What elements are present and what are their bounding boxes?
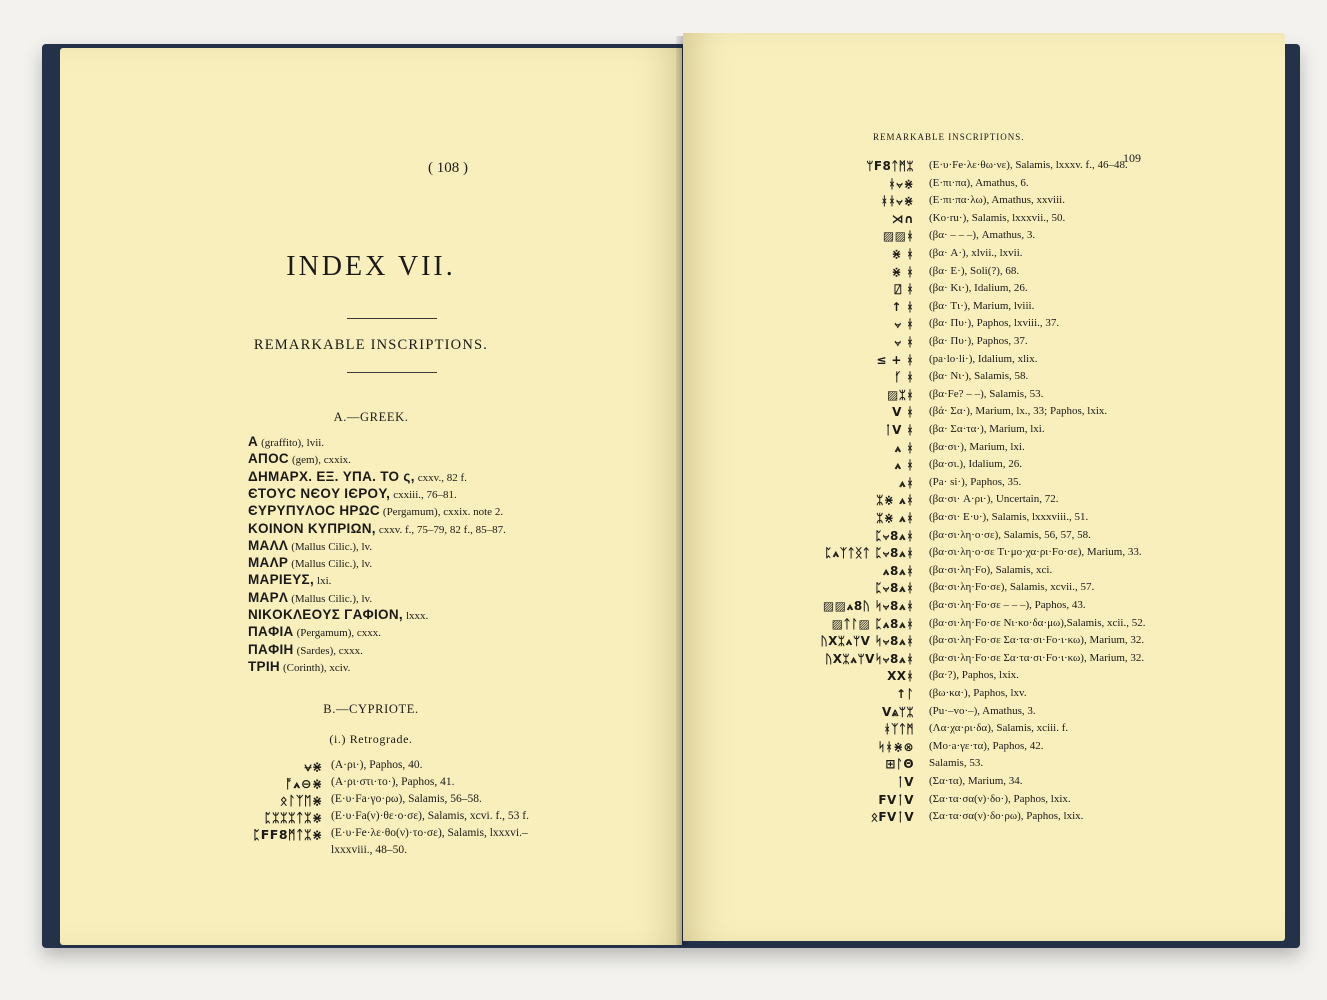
greek-note: (graffito), lvii. (261, 437, 325, 449)
cypriote-glyph: ⩓ ᚼ (894, 458, 914, 473)
greek-entry (248, 469, 467, 485)
greek-note: (Mallus Cilic.), lv. (291, 558, 373, 571)
greek-note: cxxiii., 76–81. (393, 488, 457, 501)
cypriote-glyph: ⩓ᚼ (898, 475, 914, 490)
cypriote-text: (βα· – – –), Amathus, 3. (929, 229, 1036, 242)
greek-entry (248, 451, 351, 467)
cypriote-text: (βα·σι·λη·Fo·σε Σα·τα·σι·Fo·ι·κω), Marium, 32. (929, 651, 1145, 664)
greek-entry (248, 521, 506, 537)
greek-word: ΠAΦIH (248, 641, 294, 657)
cypriote-glyph: ᛘF8ᛏᛗᛯ (866, 159, 914, 173)
cypriote-glyph: V ᚼ (892, 405, 914, 420)
cypriote-glyph: ▨▨ᚼ (882, 229, 914, 244)
cypriote-glyph: ⍁ ᚼ (894, 282, 914, 297)
cypriote-text: (βά· Σα·), Marium, lx., 33; Paphos, lxix. (929, 405, 1108, 418)
greek-note: (Mallus Cilic.), lv. (291, 592, 373, 605)
cypriote-text: (Σα·τα·σα(ν)·δο·ρω), Paphos, lxix. (929, 810, 1084, 823)
cypriote-glyph: ↑ ᚼ (891, 299, 914, 314)
cypriote-text: (Pa· si·), Paphos, 35. (929, 475, 1022, 488)
right-page (683, 33, 1285, 941)
greek-word: ΠAΦIA (248, 624, 294, 640)
greek-word: MAPIEYΣ, (248, 572, 315, 588)
cypriote-text: (βα· Nι·), Salamis, 58. (929, 370, 1029, 383)
cypriote-text: lxxxviii., 48–50. (331, 844, 408, 856)
cypriote-glyph: ᚼᚼ⩝⋇ (880, 194, 914, 209)
greek-word: ЄYPYΠYΛOC HPΩC (248, 503, 380, 519)
cypriote-glyph: ⩝ ᚼ (894, 335, 914, 349)
cypriote-text: (βα· A·), xlvii., lxvii. (929, 247, 1023, 259)
greek-entry (248, 642, 363, 658)
cypriote-glyph: ⩓8⩓ᚼ (882, 563, 914, 578)
page-number-left: ( 108 ) (428, 160, 468, 176)
greek-entry (248, 555, 372, 571)
cypriote-glyph: ▨ᛏᛚ▨ ᛈ⩓8⩓ᚼ (831, 616, 914, 631)
cypriote-glyph: ᚢXᛯ⩓ᛘV ᛋ⩝8⩓ᚼ (820, 634, 914, 649)
cypriote-text: (βα· Σα·τα·), Marium, lxi. (929, 423, 1045, 435)
cypriote-text: (βα·σι·λη·ο·σε Tι·μο·χα·ρι·Fo·σε), Marium, 33. (929, 546, 1142, 559)
cypriote-text: (βα·σι·λη·Fo·σε – – –), Paphos, 43. (929, 599, 1086, 611)
subsection-b-heading: (i.) Retrograde. (329, 732, 413, 746)
cypriote-glyph: ᛈᛯᛯᛯᛏᛯ⋇ (264, 810, 323, 825)
cypriote-glyph: ⊞ᛚΘ (885, 757, 914, 772)
cypriote-text: (pa·lo·li·), Idalium, xlix. (929, 352, 1038, 365)
cypriote-glyph: V⩓ᛘᛯ (881, 704, 914, 719)
cypriote-glyph: ᛯ⋇ ⩓ᚼ (876, 511, 914, 525)
greek-entry (248, 624, 381, 640)
cypriote-text: (E·υ·Fe·λε·θο(ν)·το·σε), Salamis, lxxxvi.– (331, 827, 528, 839)
cypriote-text: (E·πι·πα), Amathus, 6. (929, 176, 1029, 189)
cypriote-text: (βα·σι·λη·ο·σε), Salamis, 56, 57, 58. (929, 528, 1091, 541)
cypriote-text: (βα·σι·), Marium, lxi. (929, 440, 1025, 453)
greek-entry (248, 607, 428, 623)
section-a-heading: A.—GREEK. (333, 410, 409, 424)
cypriote-text: (Σα·τα), Marium, 34. (929, 775, 1023, 787)
greek-entry (248, 590, 372, 606)
greek-word: AΠOC (248, 451, 289, 467)
cypriote-text: (βα· Πυ·), Paphos, 37. (929, 335, 1028, 347)
greek-entry (248, 434, 324, 450)
cypriote-glyph: ᛯ⋇ ⩓ᚼ (876, 493, 914, 508)
cypriote-glyph: ᚩ⩓⊖⋇ (285, 776, 323, 791)
greek-entry (248, 572, 331, 588)
cypriote-text: (Mo·a·γε·τα), Paphos, 42. (929, 739, 1044, 752)
cypriote-glyph: ⋊∩ (891, 211, 914, 226)
cypriote-glyph: ᛟᛚᛉᛖ⋇ (280, 793, 323, 808)
cypriote-text: (Pu·–vo·–), Amathus, 3. (929, 704, 1036, 717)
greek-note: cxxv., 82 f. (417, 471, 467, 484)
cypriote-glyph: ᛈ⩓ᛉᛏᛝᛏ ᛈ⩝8⩓ᚼ (824, 546, 914, 561)
cypriote-glyph: ᛈFF8ᛗᛏᛯ⋇ (252, 827, 323, 842)
greek-word: ΔHMAPX. EΞ. YΠA. TO ς, (248, 468, 415, 484)
greek-note: cxxv. f., 75–79, 82 f., 85–87. (378, 523, 506, 536)
section-subtitle: REMARKABLE INSCRIPTIONS. (253, 337, 489, 353)
cypriote-glyph: ⋇ ᚼ (891, 264, 914, 279)
cypriote-text: (E·πι·πα·λω), Amathus, xxviii. (929, 194, 1065, 207)
cypriote-text: (βα·σι.), Idalium, 26. (929, 458, 1022, 471)
section-b-heading: B.—CYPRIOTE. (323, 702, 419, 716)
cypriote-glyph: ⩝⋇ (304, 759, 323, 774)
cypriote-text: (Ko·ru·), Salamis, lxxxvii., 50. (929, 211, 1066, 224)
cypriote-text: (A·ρι·), Paphos, 40. (331, 759, 423, 771)
cypriote-text: (βα·σι· E·υ·), Salamis, lxxxviii., 51. (929, 511, 1089, 523)
greek-word: NIKOKΛEOYΣ ΓAΦION, (248, 607, 403, 622)
running-head: REMARKABLE INSCRIPTIONS. (873, 132, 1025, 142)
cypriote-glyph: ᛙV (896, 775, 914, 789)
greek-entry (248, 659, 350, 675)
page-number-right: 109 (1123, 151, 1141, 165)
cypriote-glyph: ⋇ ᚼ (891, 247, 914, 261)
greek-word: ЄTOYC NЄOY IЄPOY, (248, 485, 391, 501)
greek-word: MAPΛ (248, 589, 289, 605)
cypriote-text: (βα·σι·λη·Fo·σε Σα·τα·σι·Fo·ι·κω), Marium, 32. (929, 634, 1145, 647)
cypriote-glyph: ᚼ⩝⋇ (888, 176, 914, 191)
cypriote-glyph: ᛋᚼ⋇⊗ (877, 739, 914, 754)
cypriote-text: (βα·σι·λη·Fo·σε), Salamis, xcvii., 57. (929, 581, 1095, 594)
title-rule (347, 318, 437, 319)
cypriote-text: (βα·σι· A·ρι·), Uncertain, 72. (929, 493, 1059, 506)
cypriote-text: Salamis, 53. (929, 757, 984, 770)
greek-note: (gem), cxxix. (291, 454, 351, 467)
greek-word: MAΛΛ (248, 537, 289, 553)
cypriote-glyph: ≤ + ᚼ (876, 352, 914, 367)
cypriote-glyph: ᛟFVᛙV (870, 810, 914, 825)
cypriote-text: (βα·Fe? – –), Salamis, 53. (929, 387, 1044, 400)
cypriote-glyph: ↑ᛚ (895, 687, 914, 701)
cypriote-text: (βα·σι·λη·Fo·σε Nι·κο·δα·μω),Salamis, xcii., 52. (929, 616, 1146, 629)
greek-word: TPIH (248, 658, 280, 674)
cypriote-text: (βα· Tι·), Marium, lviii. (929, 299, 1035, 312)
cypriote-glyph: ᚶ ᚼ (894, 370, 914, 385)
greek-word: A (248, 434, 259, 449)
cypriote-text: (A·ρι·στι·το·), Paphos, 41. (331, 776, 455, 788)
greek-note: (Corinth), xciv. (282, 661, 351, 674)
cypriote-glyph: ᛈ⩝8⩓ᚼ (874, 581, 914, 596)
greek-entry (248, 538, 372, 554)
cypriote-glyph: ᚼᛉᛏᛗ (883, 722, 914, 737)
cypriote-glyph: ᚢXᛯ⩓ᛘVᛋ⩝8⩓ᚼ (825, 651, 914, 666)
greek-note: lxxx. (405, 610, 429, 622)
cypriote-glyph: ᛈ⩝8⩓ᚼ (874, 528, 914, 543)
subtitle-rule (347, 372, 437, 373)
cypriote-text: (βα· E·), Soli(?), 68. (929, 264, 1020, 277)
cypriote-text: (Σα·τα·σα(ν)·δο·), Paphos, lxix. (929, 792, 1071, 805)
cypriote-glyph: XXᚼ (887, 669, 914, 684)
greek-note: (Pergamum), cxxix. note 2. (382, 506, 504, 519)
cypriote-text: (Λα·χα·ρι·δα), Salamis, xciii. f. (929, 722, 1069, 735)
cypriote-glyph: ▨▨⩓8ᚢ ᛋ⩝8⩓ᚼ (822, 599, 914, 613)
index-title: INDEX VII. (286, 251, 456, 282)
cypriote-text: (E·υ·Fe·λε·θω·νε), Salamis, lxxxv. f., 46–48. (929, 159, 1128, 171)
greek-note: (Sardes), cxxx. (296, 644, 363, 657)
cypriote-glyph: ⩝ ᚼ (894, 317, 914, 332)
greek-note: (Pergamum), cxxx. (296, 627, 382, 640)
greek-note: (Mallus Cilic.), lv. (291, 540, 373, 553)
cypriote-text: (βα· Πυ·), Paphos, lxviii., 37. (929, 317, 1060, 330)
cypriote-text: (βα·?), Paphos, lxix. (929, 669, 1019, 682)
left-page (60, 48, 682, 945)
cypriote-glyph: ᛙV ᚼ (884, 423, 914, 437)
cypriote-text: (E·υ·Fa·γο·ρω), Salamis, 56–58. (331, 793, 482, 805)
greek-entry (248, 503, 503, 519)
greek-entry (248, 486, 457, 502)
greek-word: MAΛP (248, 555, 289, 571)
cypriote-text: (βα·σι·λη·Fo), Salamis, xci. (929, 563, 1053, 576)
cypriote-text: (E·υ·Fa(ν)·θε·ο·σε), Salamis, xcvi. f., 53 f. (331, 810, 529, 822)
cypriote-glyph: ▨ᛯᚼ (887, 387, 914, 402)
greek-note: lxi. (317, 575, 332, 588)
cypriote-text: (βα· Kι·), Idalium, 26. (929, 282, 1028, 295)
greek-word: KOINON KYΠPIΩN, (248, 520, 376, 536)
cypriote-glyph: ⩓ ᚼ (894, 440, 914, 455)
cypriote-text: (βω·κα·), Paphos, lxv. (929, 687, 1027, 699)
cypriote-glyph: FVᛙV (878, 792, 914, 807)
